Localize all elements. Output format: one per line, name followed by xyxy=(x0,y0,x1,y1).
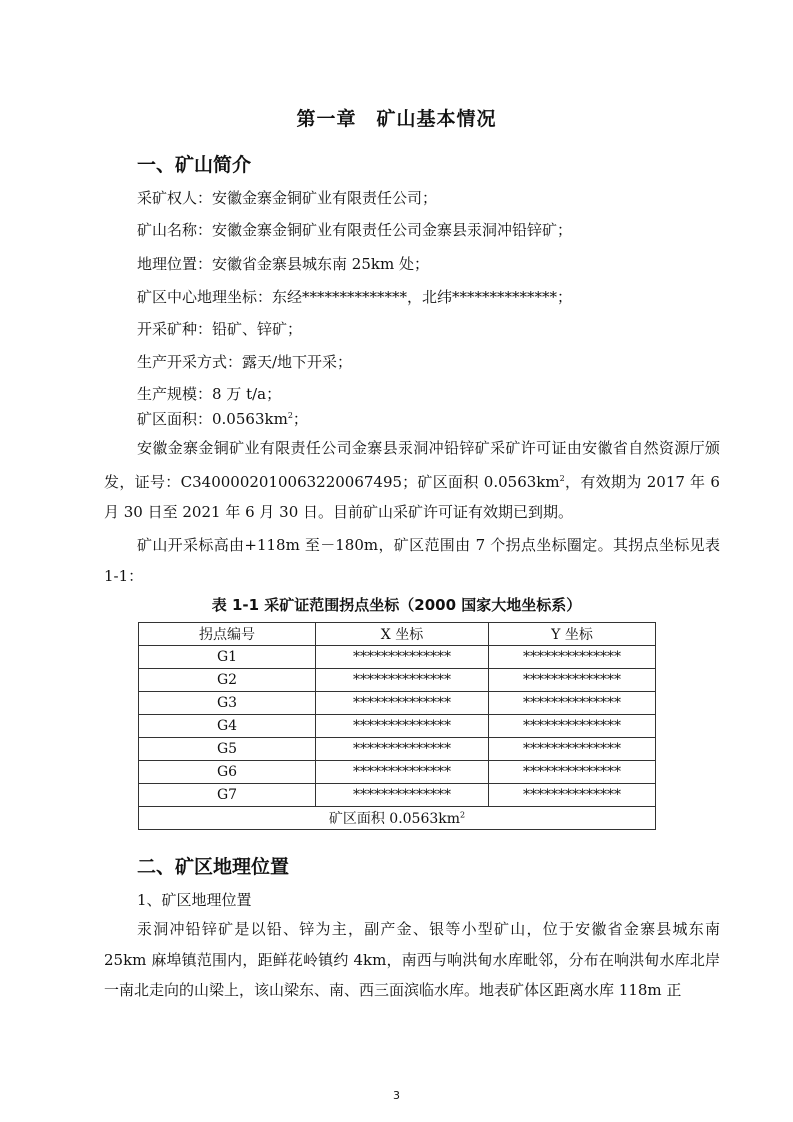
coordinates-table xyxy=(138,622,656,830)
cell-x: ************** xyxy=(316,646,489,669)
page-number: 3 xyxy=(393,1089,400,1102)
mine-area-suffix: ； xyxy=(292,410,308,428)
footer-area-superscript: 2 xyxy=(460,810,466,820)
cell-y: ************** xyxy=(489,715,656,738)
header-x-coordinate: X 坐标 xyxy=(316,623,489,646)
field-mineral-type: 开采矿种：铅矿、锌矿； xyxy=(137,320,303,338)
cell-point-id: G6 xyxy=(139,761,316,784)
cell-point-id: G4 xyxy=(139,715,316,738)
table-row xyxy=(139,715,656,738)
mine-area-text: 矿区面积：0.0563km xyxy=(137,410,288,428)
cell-y: ************** xyxy=(489,738,656,761)
table-row xyxy=(139,692,656,715)
footer-area-text: 矿区面积 0.0563km xyxy=(328,811,461,827)
field-mine-name: 矿山名称：安徽金寨金铜矿业有限责任公司金寨县汞洞冲铅锌矿； xyxy=(137,221,573,239)
table-row xyxy=(139,784,656,807)
cell-x: ************** xyxy=(316,715,489,738)
header-point-id: 拐点编号 xyxy=(139,623,316,646)
cell-x: ************** xyxy=(316,692,489,715)
subheading-location: 1、矿区地理位置 xyxy=(137,891,252,909)
cell-y: ************** xyxy=(489,669,656,692)
table-footer-row xyxy=(139,807,656,830)
cell-point-id: G5 xyxy=(139,738,316,761)
table-row xyxy=(139,646,656,669)
section-heading-mine-intro: 一、矿山简介 xyxy=(137,154,252,176)
field-production-scale: 生产规模：8 万 t/a； xyxy=(137,385,282,403)
cell-x: ************** xyxy=(316,669,489,692)
mine-area-superscript: 2 xyxy=(287,411,293,420)
license-paragraph-text-b: ，有效期为 2017 年 6 月 30 日至 2021 年 6 月 30 日。目前矿山采矿许可证有效期已到期。 xyxy=(104,472,720,521)
header-y-coordinate: Y 坐标 xyxy=(489,623,656,646)
field-location: 地理位置：安徽省金寨县城东南 25km 处； xyxy=(137,255,429,273)
cell-y: ************** xyxy=(489,761,656,784)
cell-x: ************** xyxy=(316,761,489,784)
cell-point-id: G7 xyxy=(139,784,316,807)
table-footer-area xyxy=(139,807,656,830)
license-paragraph xyxy=(104,433,720,528)
field-center-coordinates: 矿区中心地理坐标：东经**************，北纬**************； xyxy=(137,288,573,306)
field-mining-method: 生产开采方式：露天/地下开采； xyxy=(137,353,353,371)
cell-y: ************** xyxy=(489,646,656,669)
table-row xyxy=(139,669,656,692)
location-paragraph: 汞洞冲铅锌矿是以铅、锌为主，副产金、银等小型矿山，位于安徽省金寨县城东南 25km 麻埠镇范围内，距鲜花岭镇约 4km，南西与响洪甸水库毗邻，分布在响洪甸水库北岸一南北走向的山梁上，该山梁东、南、西三面滨临水库。地表矿体区距离水库 118m 正 xyxy=(104,920,720,999)
cell-x: ************** xyxy=(316,784,489,807)
table-row xyxy=(139,761,656,784)
cell-point-id: G2 xyxy=(139,669,316,692)
mining-range-paragraph: 矿山开采标高由+118m 至－180m，矿区范围由 7 个拐点坐标圈定。其拐点坐标见表 1-1： xyxy=(104,536,720,585)
table-row xyxy=(139,738,656,761)
table-header-row xyxy=(139,623,656,646)
cell-y: ************** xyxy=(489,692,656,715)
license-area-superscript: 2 xyxy=(559,473,565,483)
field-mine-area xyxy=(137,408,308,429)
table-caption: 表 1-1 采矿证范围拐点坐标（2000 国家大地坐标系） xyxy=(211,596,582,614)
section-heading-location: 二、矿区地理位置 xyxy=(137,856,290,878)
chapter-title: 第一章 矿山基本情况 xyxy=(296,108,497,130)
license-paragraph-text-a: 安徽金寨金铜矿业有限责任公司金寨县汞洞冲铅锌矿采矿许可证由安徽省自然资源厅颁发，证号：C3400002010063220067495；矿区面积 0.0563km xyxy=(104,439,720,491)
cell-point-id: G3 xyxy=(139,692,316,715)
cell-x: ************** xyxy=(316,738,489,761)
field-mining-right-holder: 采矿权人：安徽金寨金铜矿业有限责任公司； xyxy=(137,189,438,207)
cell-point-id: G1 xyxy=(139,646,316,669)
cell-y: ************** xyxy=(489,784,656,807)
